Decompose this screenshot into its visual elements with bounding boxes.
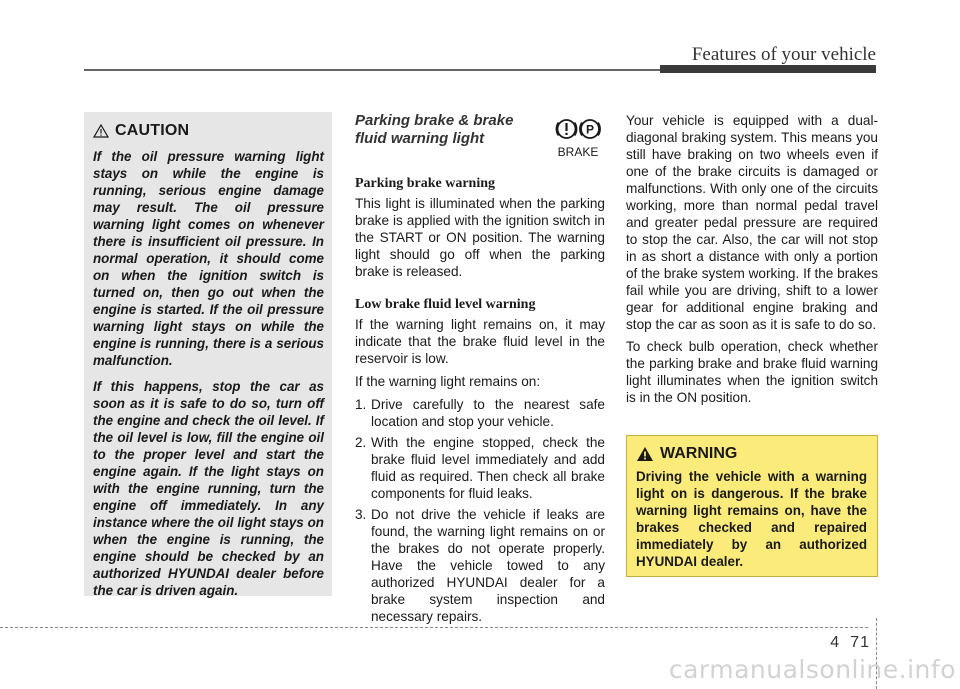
- warning-box: [626, 435, 878, 577]
- subheading-parking-brake: Parking brake warning: [355, 176, 496, 191]
- section-title: Parking brake & brake fluid warning light: [355, 112, 514, 147]
- page-number-value: 71: [850, 634, 870, 651]
- footer-rule: [0, 627, 868, 628]
- parking-brake-section: [355, 112, 605, 629]
- header-rule: [84, 69, 660, 71]
- caution-title: CAUTION: [115, 122, 190, 139]
- paragraph: This light is illuminated when the parking brake is applied with the ignition switch in the START or ON position. The warning light should go off when the parking brake is released.: [355, 196, 605, 279]
- brake-icon-label: BRAKE: [557, 145, 599, 159]
- watermark: carmanualsonline.info: [668, 655, 956, 684]
- step-text: With the engine stopped, check the brake fluid level immediately and add fluid as required. Then check all brake components for fluid leaks.: [371, 435, 605, 501]
- header-bar: [660, 65, 876, 73]
- warning-text: Driving the vehicle with a warning light on is dangerous. If the brake warning light remains on, have the brakes checked and repaired immediately by an authorized HYUNDAI dealer.: [636, 469, 867, 569]
- paragraph: If the warning light remains on:: [355, 374, 541, 389]
- step-text: Do not drive the vehicle if leaks are found, the warning light remains on or the brakes do not operate properly. Have the vehicle towed to any authorized HYUNDAI dealer for a brake system inspection and necessary repairs.: [371, 507, 605, 624]
- svg-text:P: P: [585, 122, 595, 137]
- list-item: [355, 434, 605, 502]
- paragraph: To check bulb operation, check whether the parking brake and brake fluid warning light illuminates when the ignition switch is in the ON position.: [626, 339, 878, 405]
- page-number: [830, 634, 870, 652]
- steps-list: [355, 396, 605, 625]
- paragraph: Your vehicle is equipped with a dual-diagonal braking system. This means you still have braking on two wheels even if one of the brake circuits is damaged or malfunctions. With only one of the circuits working, more than normal pedal travel and greater pedal pressure are required to stop the car. Also, the car will not stop in as short a distance with only a portion of the brake system working. If the brakes fail while you are driving, shift to a lower gear for additional engine braking and stop the car as soon as it is safe to do so.: [626, 113, 878, 332]
- subheading-brake-fluid: Low brake fluid level warning: [355, 297, 536, 312]
- paragraph: If the warning light remains on, it may indicate that the brake fluid level in the reservoir is low.: [355, 317, 605, 366]
- caution-box: [84, 112, 332, 596]
- step-number: 1.: [355, 397, 367, 412]
- brake-warning-icon: [552, 114, 604, 162]
- caution-paragraph: If the oil pressure warning light stays on while the engine is running, serious engine damage may result. The oil pressure warning light comes on whenever there is insufficient oil pressure. In normal operation, it should come on when the ignition switch is turned on, then go out when the engine is started. If the oil pressure warning light stays on while the engine is running, there is a serious malfunction.: [93, 149, 324, 368]
- caution-paragraph: If this happens, stop the car as soon as it is safe to do so, turn off the engine and check the oil level. If the oil level is low, fill the engine oil to the proper level and start the engine again. If the light stays on with the engine running, turn the engine off immediately. In any instance where the oil light stays on when the engine is running, the engine should be checked by an authorized HYUNDAI dealer before the car is driven again.: [93, 379, 324, 598]
- warning-title: WARNING: [660, 445, 738, 462]
- warning-header: [636, 445, 867, 463]
- header-title: Features of your vehicle: [691, 44, 876, 65]
- list-item: [355, 506, 605, 625]
- braking-system-section: [626, 112, 878, 411]
- caution-header: [93, 122, 324, 140]
- list-item: [355, 396, 605, 430]
- caution-triangle-icon: [93, 124, 109, 138]
- chapter-number: 4: [830, 634, 841, 651]
- step-text: Drive carefully to the nearest safe location and stop your vehicle.: [371, 397, 605, 429]
- warning-triangle-icon: [636, 446, 654, 462]
- step-number: 2.: [355, 435, 367, 450]
- step-number: 3.: [355, 507, 367, 522]
